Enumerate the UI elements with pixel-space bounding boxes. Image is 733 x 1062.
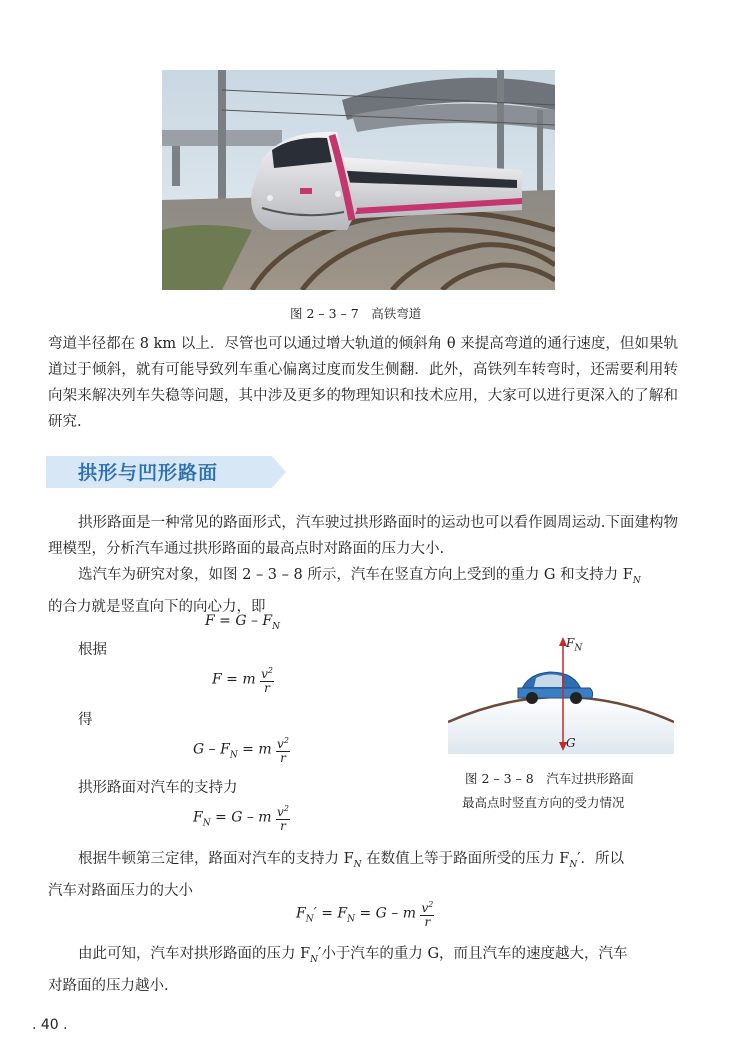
paragraph-5-text-c: 对路面的压力越小. xyxy=(48,977,169,994)
train-illustration xyxy=(162,70,555,290)
equation-net-force: $F = G - F_N$ xyxy=(205,613,281,632)
label-support-force: 拱形路面对汽车的支持力 xyxy=(78,780,238,796)
paragraph-4-text-a: 根据牛顿第三定律，路面对汽车的支持力 F xyxy=(78,851,354,867)
paragraph-5-text-b: ′小于汽车的重力 G，而且汽车的速度越大，汽车 xyxy=(318,946,628,962)
force-label-fn xyxy=(566,636,582,653)
equation-support-force: $F_N = G - m$ $\frac{v^2}{r}$ xyxy=(193,804,289,833)
paragraph-5: 由此可知，汽车对拱形路面的压力 $F_N'$小于汽车的重力 G，而且汽车的速度越大，汽车 对路面的压力越小. xyxy=(48,946,628,994)
train-photo xyxy=(162,70,555,290)
force-label-fn-text: F xyxy=(566,636,575,650)
equation-combined: $G - F_N = m$ $\frac{v^2}{r}$ xyxy=(193,736,289,765)
force-label-fn-sub: N xyxy=(574,643,583,654)
figure2-caption-line2: 最高点时竖直方向的受力情况 xyxy=(462,795,625,810)
equation-centripetal: F = m $\frac{v^2}{r}$ xyxy=(212,666,273,695)
paragraph-4-text-c: ′．所以 xyxy=(577,851,624,867)
paragraph-1 xyxy=(48,331,678,435)
paragraph-2 xyxy=(48,510,678,562)
figure2-caption-line1: 图 2 – 3 – 8 汽车过拱形路面 xyxy=(465,771,634,786)
section-title: 拱形与凹形路面 xyxy=(78,462,219,484)
label-genju: 根据 xyxy=(78,642,107,658)
car-arch-diagram xyxy=(448,632,674,754)
figure1-caption: 图 2 – 3 – 7 高铁弯道 xyxy=(290,306,422,321)
page-number: . 40 . xyxy=(32,1017,68,1033)
paragraph-3-text-b: 的合力就是竖直向下的向心力，即 xyxy=(48,598,266,615)
paragraph-3-text: 选汽车为研究对象，如图 2 – 3 – 8 所示，汽车在竖直方向上受到的重力 G 和支持力 F xyxy=(78,567,633,583)
force-label-g: G xyxy=(566,736,576,750)
paragraph-4-text-d: 汽车对路面压力的大小 xyxy=(48,882,193,899)
paragraph-3: 选汽车为研究对象，如图 2 – 3 – 8 所示，汽车在竖直方向上受到的重力 G 和支持力 $F_N$ 的合力就是竖直向下的向心力，即 xyxy=(48,567,641,615)
paragraph-2-text: 拱形路面是一种常见的路面形式，汽车驶过拱形路面时的运动也可以看作圆周运动.下面建构物理模型，分析汽车通过拱形路面的最高点时对路面的压力大小. xyxy=(48,515,678,557)
paragraph-1-text: 弯道半径都在 8 km 以上．尽管也可以通过增大轨道的倾斜角 θ 来提高弯道的通行速度，但如果轨道过于倾斜，就有可能导致列车重心偏离过度而发生侧翻．此外，高铁列车转弯时，还需要利用转向架来解决列车失稳等问题，其中涉及更多的物理知识和技术应用，大家可以进行更深入的了解和研究. xyxy=(48,336,678,430)
equation-pressure: $F_N' = F_N = G - m$ $\frac{v^2}{r}$ xyxy=(296,900,434,929)
paragraph-4-text-b: 在数值上等于路面所受的压力 F xyxy=(361,851,570,867)
paragraph-4: 根据牛顿第三定律，路面对汽车的支持力 $F_N$ 在数值上等于路面所受的压力 $F_N'$．所以 汽车对路面压力的大小 xyxy=(48,851,624,899)
car-arch-figure xyxy=(448,632,674,754)
label-de: 得 xyxy=(78,712,93,728)
paragraph-5-text-a: 由此可知，汽车对拱形路面的压力 F xyxy=(78,946,311,962)
